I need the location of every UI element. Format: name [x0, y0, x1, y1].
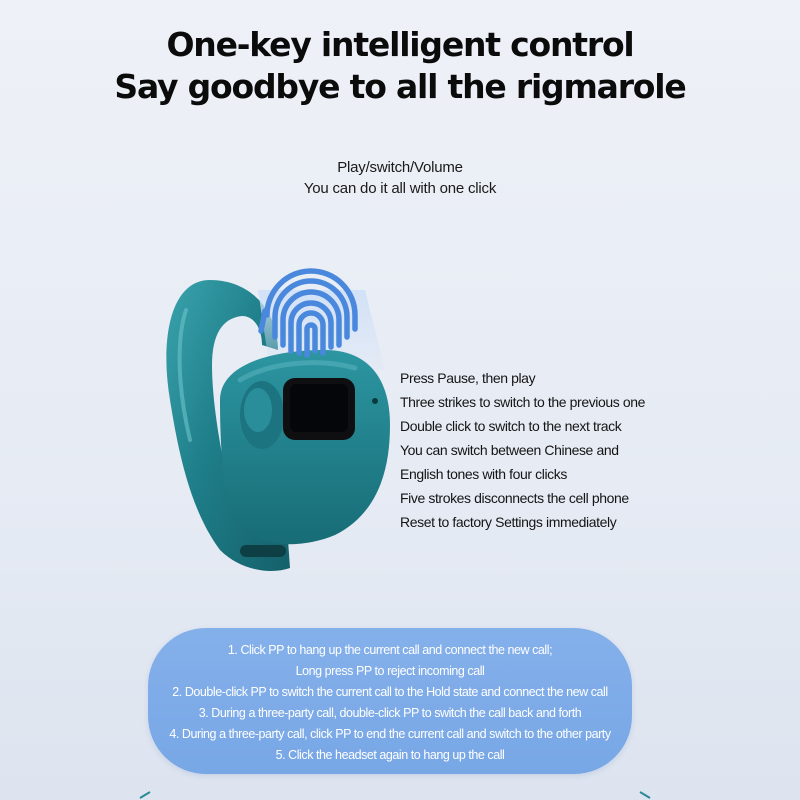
feature-item: Reset to factory Settings immediately: [400, 514, 617, 530]
feature-item: Double click to switch to the next track: [400, 418, 622, 434]
features-list: [400, 366, 700, 534]
earbud-image: [150, 250, 410, 580]
call-instruction-line: Long press PP to reject incoming call: [295, 664, 485, 678]
call-instruction-line: 3. During a three-party call, double-click PP to switch the call back and forth: [198, 706, 582, 720]
call-instruction-line: 5. Click the headset again to hang up the call: [275, 748, 505, 762]
product-illustration: [150, 250, 410, 580]
bottom-decoration: [0, 790, 800, 800]
subheading-line-2: You can do it all with one click: [303, 180, 497, 197]
call-instructions-panel: [148, 628, 632, 774]
headline-line-2: Say goodbye to all the rigmarole: [114, 67, 686, 106]
feature-item: Press Pause, then play: [400, 370, 536, 386]
headline-line-1: One-key intelligent control: [166, 25, 634, 64]
call-instruction-line: 2. Double-click PP to switch the current call to the Hold state and connect the new call: [172, 685, 608, 699]
feature-item: Five strokes disconnects the cell phone: [400, 490, 629, 506]
call-instruction-line: 4. During a three-party call, click PP to end the current call and switch to the other party: [169, 727, 611, 741]
call-instruction-line: 1. Click PP to hang up the current call and connect the new call;: [227, 643, 553, 657]
call-instructions-list: [148, 640, 632, 766]
feature-item: Three strikes to switch to the previous one: [400, 394, 646, 410]
feature-item: You can switch between Chinese and: [400, 442, 619, 458]
subheading-line-1: Play/switch/Volume: [337, 159, 463, 176]
feature-item: English tones with four clicks: [400, 466, 567, 482]
